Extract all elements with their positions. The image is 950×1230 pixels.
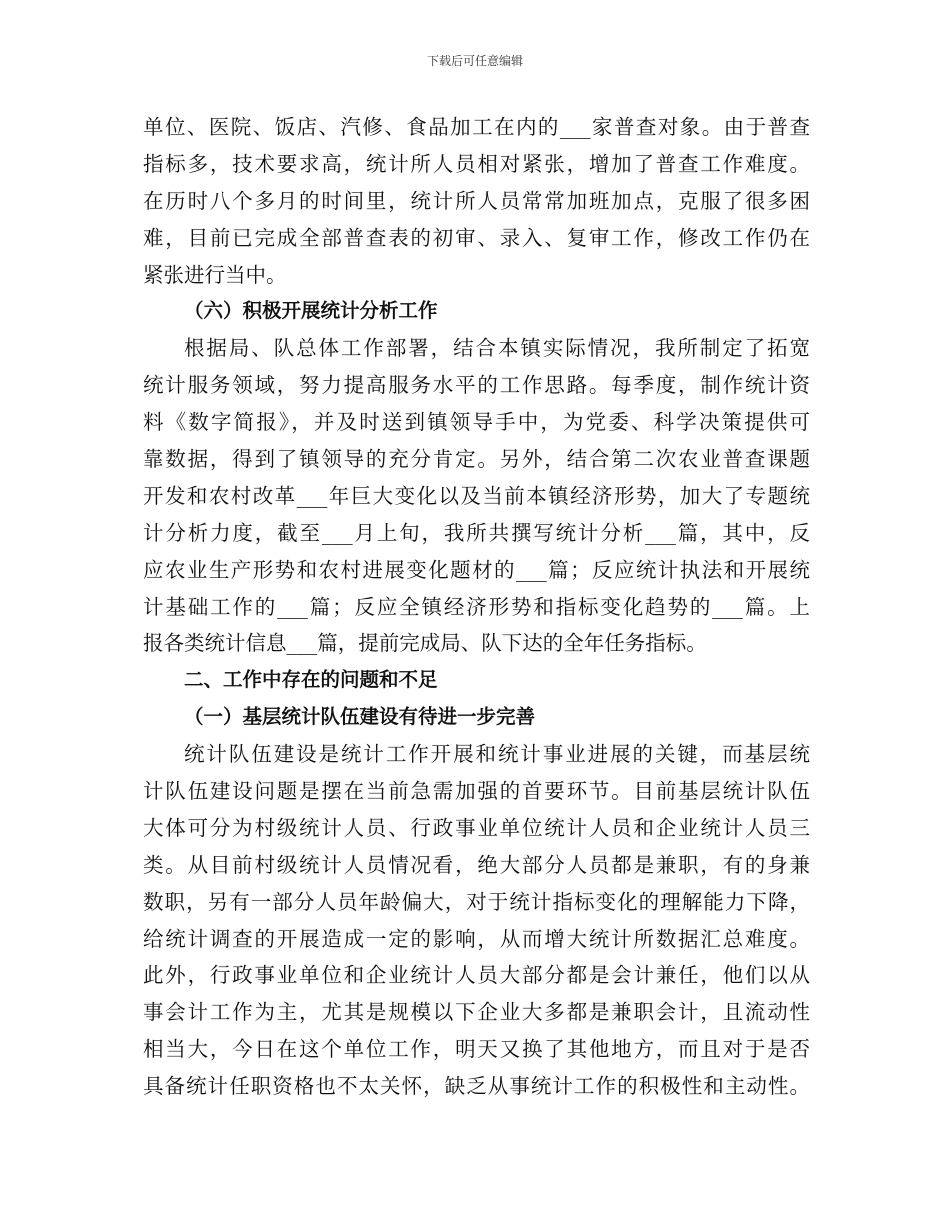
text-line: 紧张进行当中。 — [143, 262, 287, 287]
text-line: 相当大，今日在这个单位工作，明天又换了其他地方，而且对于是否 — [143, 1037, 810, 1062]
text-line: 单位、医院、饭店、汽修、食品加工在内的___家普查对象。由于普查 — [143, 115, 810, 139]
text-line: 大体可分为村级统计人员、行政事业单位统计人员和企业统计人员三 — [143, 815, 810, 840]
text-line: 根据局、队总体工作部署，结合本镇实际情况，我所制定了拓宽 — [184, 336, 810, 361]
section-heading: （六）积极开展统计分析工作 — [184, 299, 438, 323]
text-line: 计队伍建设问题是摆在当前急需加强的首要环节。目前基层统计队伍 — [143, 779, 810, 804]
text-line: 难，目前已完成全部普查表的初审、录入、复审工作，修改工作仍在 — [143, 225, 810, 250]
text-line: 事会计工作为主，尤其是规模以下企业大多都是兼职会计，且流动性 — [143, 1000, 810, 1025]
text-line: 报各类统计信息___篇，提前完成局、队下达的全年任务指标。 — [143, 631, 707, 656]
text-line: 统计队伍建设是统计工作开展和统计事业进展的关键，而基层统 — [184, 742, 810, 767]
text-line: 给统计调查的开展造成一定的影响，从而增大统计所数据汇总难度。 — [143, 926, 810, 951]
text-line: 数职，另有一部分人员年龄偏大，对于统计指标变化的理解能力下降， — [143, 889, 810, 914]
text-line: 开发和农村改革___年巨大变化以及当前本镇经济形势，加大了专题统 — [143, 483, 810, 508]
text-line: 类。从目前村级统计人员情况看，绝大部分人员都是兼职，有的身兼 — [143, 852, 810, 877]
text-line: 指标多，技术要求高，统计所人员相对紧张，增加了普查工作难度。 — [143, 151, 810, 176]
text-line: 统计服务领域，努力提高服务水平的工作思路。每季度，制作统计资 — [143, 373, 810, 398]
text-line: 料《数字简报》，并及时送到镇领导手中，为党委、科学决策提供可 — [143, 410, 810, 435]
page-header: 下载后可任意编辑 — [426, 54, 523, 68]
text-line: 计分析力度，截至___月上旬，我所共撰写统计分析___篇，其中，反 — [143, 520, 810, 545]
section-heading: 二、工作中存在的问题和不足 — [184, 668, 438, 692]
text-line: 具备统计任职资格也不太关怀，缺乏从事统计工作的积极性和主动性。 — [143, 1074, 810, 1099]
document-body — [143, 109, 810, 1105]
text-line: 在历时八个多月的时间里，统计所人员常常加班加点，克服了很多困 — [143, 188, 810, 213]
text-line: 计基础工作的___篇；反应全镇经济形势和指标变化趋势的___篇。上 — [143, 594, 810, 619]
section-heading: （一）基层统计队伍建设有待进一步完善 — [184, 705, 536, 729]
text-line: 此外，行政事业单位和企业统计人员大部分都是会计兼任，他们以从 — [143, 963, 810, 988]
text-line: 靠数据，得到了镇领导的充分肯定。另外，结合第二次农业普查课题 — [143, 447, 810, 472]
text-line: 应农业生产形势和农村进展变化题材的___篇；反应统计执法和开展统 — [143, 557, 810, 582]
